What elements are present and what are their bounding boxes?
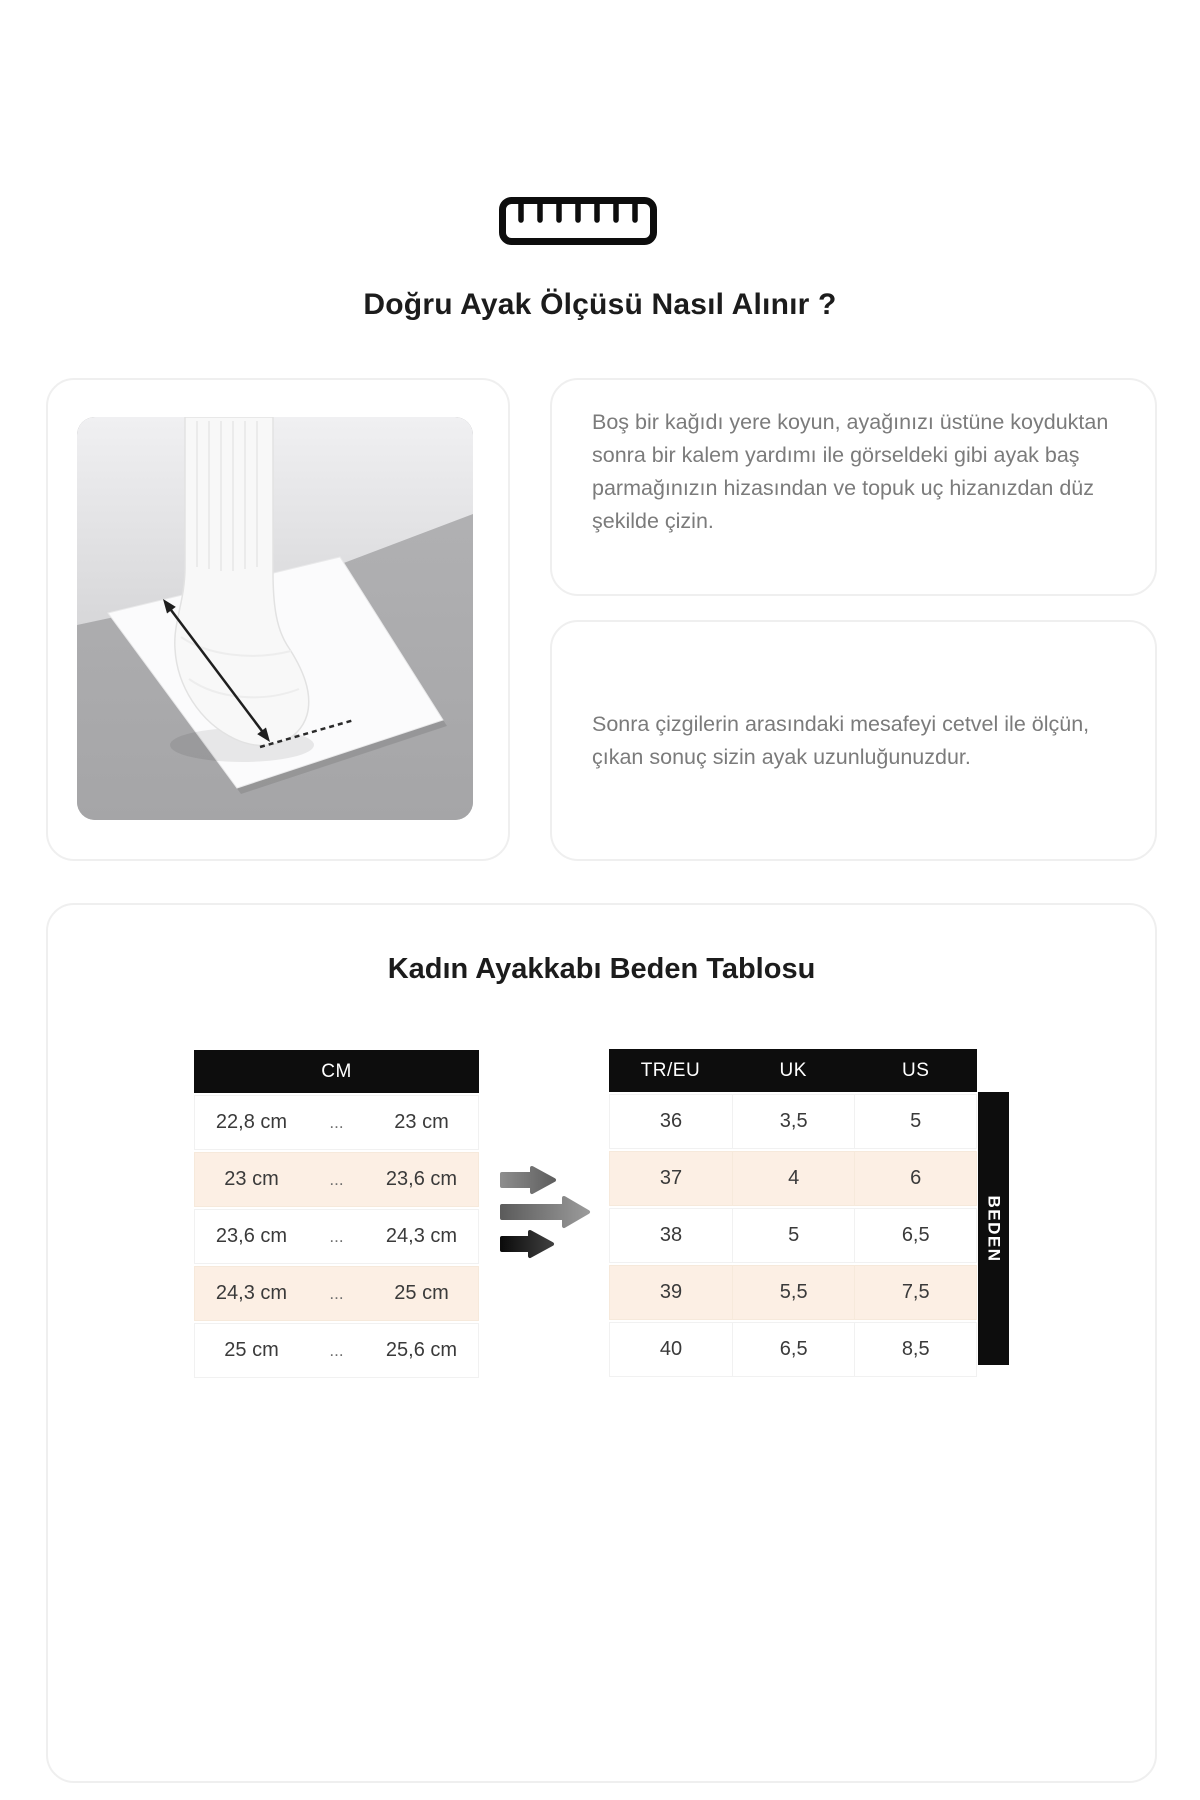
transfer-arrows-icon [496, 1160, 600, 1264]
cm-min-cell: 23,6 cm [194, 1209, 308, 1264]
foot-measurement-photo-card [46, 378, 510, 861]
uk-cell: 5,5 [732, 1265, 855, 1320]
table-row [194, 1266, 479, 1321]
range-dots: ... [308, 1266, 365, 1321]
cm-min-cell: 25 cm [194, 1323, 308, 1378]
range-dots: ... [308, 1209, 365, 1264]
treu-cell: 37 [609, 1151, 732, 1206]
us-cell: 6 [854, 1151, 977, 1206]
uk-cell: 5 [732, 1208, 855, 1263]
us-cell: 5 [854, 1094, 977, 1149]
cm-max-cell: 24,3 cm [365, 1209, 479, 1264]
size-side-label [978, 1092, 1009, 1365]
instruction-step-1-card [550, 378, 1157, 596]
uk-cell: 6,5 [732, 1322, 855, 1377]
cm-max-cell: 25 cm [365, 1266, 479, 1321]
table-row [194, 1209, 479, 1264]
uk-header: UK [732, 1049, 855, 1092]
cm-min-cell: 22,8 cm [194, 1095, 308, 1150]
cm-min-cell: 24,3 cm [194, 1266, 308, 1321]
table-row [609, 1151, 977, 1206]
treu-header: TR/EU [609, 1049, 732, 1092]
cm-min-cell: 23 cm [194, 1152, 308, 1207]
treu-cell: 40 [609, 1322, 732, 1377]
table-row [609, 1094, 977, 1149]
us-cell: 8,5 [854, 1322, 977, 1377]
uk-cell: 3,5 [732, 1094, 855, 1149]
table-row [609, 1265, 977, 1320]
ruler-icon [498, 196, 658, 246]
us-cell: 6,5 [854, 1208, 977, 1263]
us-cell: 7,5 [854, 1265, 977, 1320]
cm-table-header: CM [194, 1050, 479, 1093]
us-header: US [854, 1049, 977, 1092]
instruction-step-2-card [550, 620, 1157, 861]
size-chart-card [46, 903, 1157, 1783]
range-dots: ... [308, 1152, 365, 1207]
cm-table [194, 1048, 479, 1380]
uk-cell: 4 [732, 1151, 855, 1206]
cm-max-cell: 25,6 cm [365, 1323, 479, 1378]
cm-max-cell: 23 cm [365, 1095, 479, 1150]
instruction-step-1-text: Boş bir kağıdı yere koyun, ayağınızı üstüne koyduktan sonra bir kalem yardımı ile görseldeki gibi ayak baş parmağınızın hizasından ve topuk uç hizanızdan düz şekilde çizin. [592, 410, 1109, 533]
range-dots: ... [308, 1323, 365, 1378]
size-conversion-table [609, 1047, 977, 1379]
cm-max-cell: 23,6 cm [365, 1152, 479, 1207]
table-row [194, 1323, 479, 1378]
treu-cell: 38 [609, 1208, 732, 1263]
treu-cell: 39 [609, 1265, 732, 1320]
table-row [609, 1208, 977, 1263]
size-chart-title: Kadın Ayakkabı Beden Tablosu [387, 953, 816, 985]
instruction-step-2-text: Sonra çizgilerin arasındaki mesafeyi cetvel ile ölçün, çıkan sonuç sizin ayak uzunluğunuzdur. [592, 711, 1090, 769]
foot-on-paper-image [77, 417, 473, 820]
table-row [194, 1152, 479, 1207]
treu-cell: 36 [609, 1094, 732, 1149]
table-row [194, 1095, 479, 1150]
table-row [609, 1322, 977, 1377]
size-side-label-text: BEDEN [984, 1194, 1004, 1263]
range-dots: ... [308, 1095, 365, 1150]
page-title: Doğru Ayak Ölçüsü Nasıl Alınır ? [363, 288, 837, 321]
